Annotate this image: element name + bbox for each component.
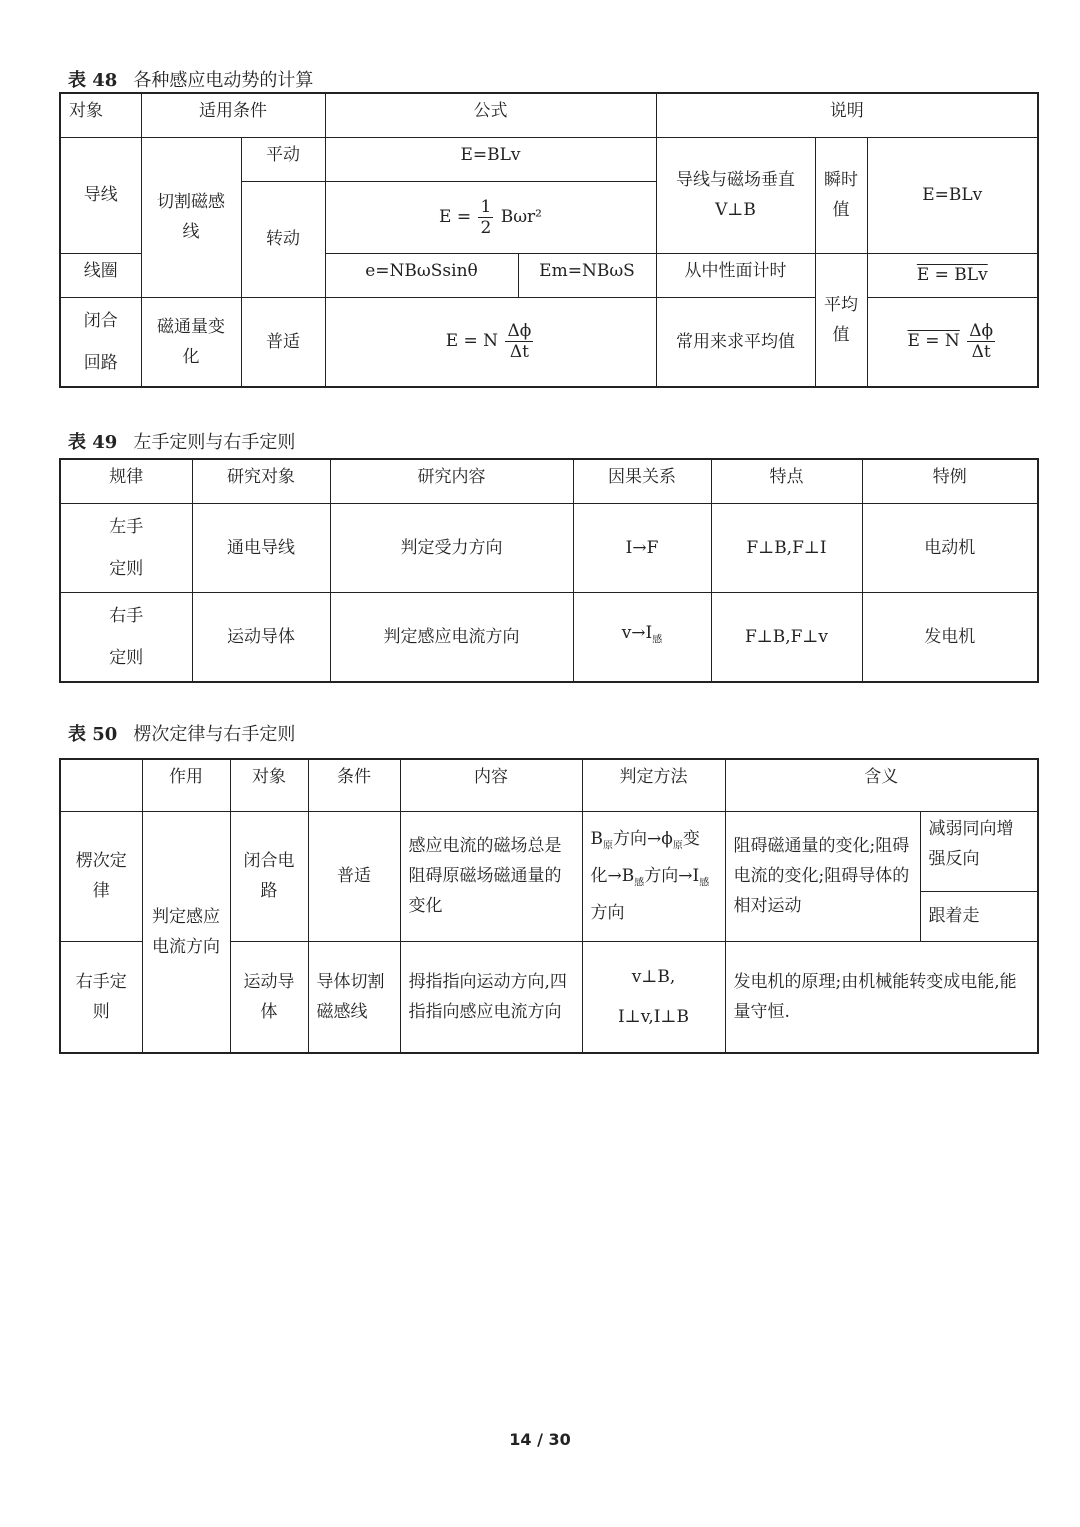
cell-flux-change: 磁通量变化 [141, 297, 241, 387]
method-line1: v⊥B, [631, 966, 676, 987]
cell-coil: 线圈 [60, 253, 141, 297]
cell-example: 发电机 [862, 592, 1038, 682]
header-note: 说明 [656, 93, 1038, 137]
rule-line2: 定则 [109, 558, 144, 579]
cause-subscript: 感 [652, 634, 663, 646]
header-role: 作用 [142, 759, 230, 811]
method-part: →I [678, 866, 700, 886]
formula-rotate-suffix: Bωr² [500, 206, 542, 227]
table-label: 表 49 [68, 432, 118, 453]
cell-object: 通电导线 [192, 503, 330, 592]
formula-average-n-prefix: E = N [907, 331, 960, 352]
cell-cause [573, 592, 711, 682]
header-object: 对象 [60, 93, 141, 137]
formula-average-blv [867, 253, 1038, 297]
header-content: 研究内容 [330, 459, 573, 503]
rule-line1: 左手 [109, 516, 144, 537]
cell-average: 平均值 [815, 253, 867, 387]
fraction-dphi-dt-2 [967, 321, 995, 362]
method-line2: I⊥v,I⊥B [618, 1006, 689, 1027]
formula-coil-em: Em=NBωS [518, 253, 656, 297]
table-48 [59, 92, 1039, 388]
closed-line2: 回路 [83, 352, 118, 373]
page-number: 14 / 30 [509, 1430, 571, 1449]
cell-rule [60, 503, 192, 592]
header-meaning: 含义 [725, 759, 1038, 811]
cell-closed-loop [60, 297, 141, 387]
method-subscript: 感 [634, 877, 645, 889]
header-object: 研究对象 [192, 459, 330, 503]
cell-translate: 平动 [241, 137, 325, 181]
header-example: 特例 [862, 459, 1038, 503]
cell-right-content: 拇指指向运动方向,四指指向感应电流方向 [400, 941, 582, 1053]
table-row [60, 592, 1038, 682]
fraction-den: 2 [480, 217, 492, 238]
cell-lenz-meaning: 阻碍磁通量的变化;阻碍电流的变化;阻碍导体的相对运动 [725, 811, 920, 941]
cell-feature: F⊥B,F⊥I [711, 503, 862, 592]
fraction-num: Δϕ [507, 321, 532, 342]
cell-lenz-object: 闭合电路 [230, 811, 308, 941]
header-formula: 公式 [325, 93, 656, 137]
table-row [60, 503, 1038, 592]
table-label: 表 48 [68, 70, 118, 91]
cell-lenz-meaning-b: 跟着走 [920, 891, 1038, 941]
formula-average-blv-text: E = BLv [916, 265, 988, 285]
method-part: 方向 [644, 866, 679, 886]
formula-rotate [325, 181, 656, 253]
cell-rule [60, 592, 192, 682]
formula-translate: E=BLv [325, 137, 656, 181]
cell-lenz-content: 感应电流的磁场总是阻碍原磁场磁通量的变化 [400, 811, 582, 941]
cell-object: 运动导体 [192, 592, 330, 682]
header-condition: 适用条件 [141, 93, 325, 137]
header-object: 对象 [230, 759, 308, 811]
cell-neutral: 从中性面计时 [656, 253, 815, 297]
header-rule: 规律 [60, 459, 192, 503]
cell-cut: 切割磁感线 [141, 137, 241, 297]
formula-instant: E=BLv [867, 137, 1038, 253]
cell-right-condition: 导体切割磁感线 [308, 941, 400, 1053]
cell-lenz-method [582, 811, 725, 941]
perp-line2: V⊥B [715, 200, 756, 220]
method-part: 方向→ϕ [613, 828, 673, 849]
fraction-num: Δϕ [969, 321, 994, 342]
cell-role: 判定感应电流方向 [142, 811, 230, 1053]
table-title: 各种感应电动势的计算 [133, 70, 314, 91]
table-49-caption [68, 428, 295, 454]
table-label: 表 50 [68, 724, 118, 745]
table-50 [59, 758, 1039, 1054]
cell-wire: 导线 [60, 137, 141, 253]
header-content: 内容 [400, 759, 582, 811]
cell-feature: F⊥B,F⊥v [711, 592, 862, 682]
cell-rotate: 转动 [241, 181, 325, 297]
header-blank [60, 759, 142, 811]
cause-text: v→I [621, 622, 653, 643]
table-49 [59, 458, 1039, 683]
cell-right-method [582, 941, 725, 1053]
cell-lenz: 楞次定律 [60, 811, 142, 941]
table-title: 左手定则与右手定则 [133, 432, 296, 453]
formula-average-n [867, 297, 1038, 387]
method-subscript: 原 [672, 840, 683, 851]
formula-coil-e: e=NBωSsinθ [325, 253, 518, 297]
table-48-caption [68, 66, 313, 92]
cell-cause: I→F [573, 503, 711, 592]
cell-right-object: 运动导体 [230, 941, 308, 1053]
cell-right-meaning: 发电机的原理;由机械能转变成电能,能量守恒. [725, 941, 1038, 1053]
cell-content: 判定受力方向 [330, 503, 573, 592]
fraction-half [478, 197, 493, 238]
formula-rotate-prefix: E = [439, 206, 472, 227]
table-title: 楞次定律与右手定则 [133, 724, 296, 745]
cell-content: 判定感应电流方向 [330, 592, 573, 682]
formula-general-prefix: E = N [445, 331, 499, 352]
formula-general [325, 297, 656, 387]
method-part: 变化→B [590, 828, 700, 886]
cell-perpendicular [656, 137, 815, 253]
cell-instant: 瞬时值 [815, 137, 867, 253]
method-subscript: 原 [603, 840, 613, 851]
fraction-num: 1 [480, 196, 492, 217]
method-part: 方向 [590, 903, 625, 924]
fraction-den: Δt [509, 342, 529, 363]
header-method: 判定方法 [582, 759, 725, 811]
closed-line1: 闭合 [83, 310, 118, 331]
perp-line1: 导线与磁场垂直 [676, 170, 795, 190]
cell-example: 电动机 [862, 503, 1038, 592]
rule-line2: 定则 [109, 647, 144, 668]
header-condition: 条件 [308, 759, 400, 811]
cell-average-use: 常用来求平均值 [656, 297, 815, 387]
header-cause: 因果关系 [573, 459, 711, 503]
cell-lenz-condition: 普适 [308, 811, 400, 941]
method-part: B [590, 828, 603, 849]
method-subscript: 感 [699, 877, 710, 889]
rule-line1: 右手 [109, 605, 144, 626]
cell-general: 普适 [241, 297, 325, 387]
cell-lenz-meaning-a: 减弱同向增强反向 [920, 811, 1038, 891]
table-50-caption [68, 720, 295, 746]
fraction-dphi-dt [505, 321, 533, 362]
header-feature: 特点 [711, 459, 862, 503]
cell-right-rule: 右手定则 [60, 941, 142, 1053]
fraction-den: Δt [971, 342, 991, 363]
